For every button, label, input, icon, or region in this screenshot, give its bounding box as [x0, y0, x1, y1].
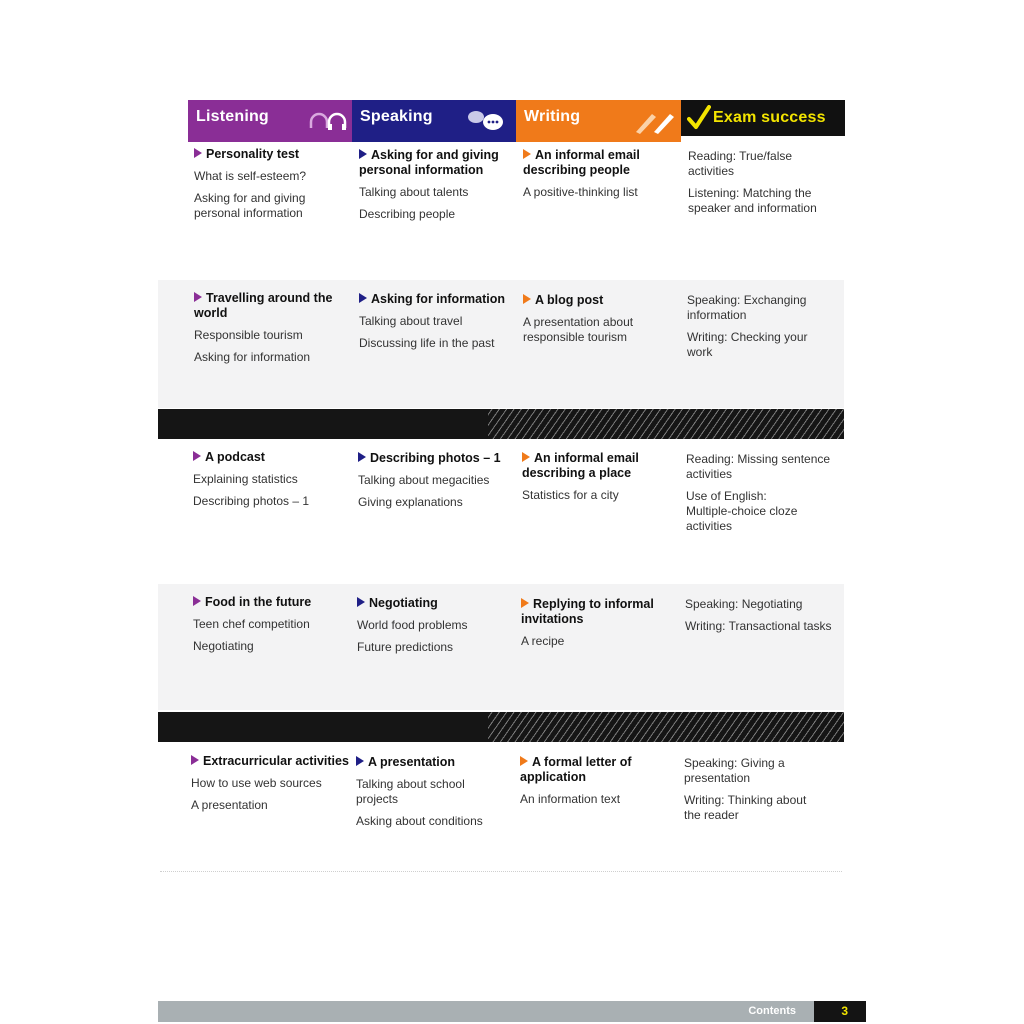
writing-header-label: Writing	[524, 108, 581, 125]
row1-speaking-line2: Describing people	[359, 207, 456, 221]
row1-exam	[688, 149, 836, 223]
row3-writing	[522, 451, 672, 510]
row2-listening-line2: Asking for information	[194, 350, 311, 364]
page-number: 3	[841, 1004, 848, 1018]
row4-speaking-line1: World food problems	[357, 618, 468, 632]
row4-writing-title: Replying to informal invitations	[521, 597, 654, 626]
row3-speaking-line2: Giving explanations	[358, 495, 463, 509]
row5-speaking	[356, 755, 496, 836]
row2-speaking	[359, 292, 519, 358]
row4-exam-line2: Writing: Transactional tasks	[685, 619, 832, 633]
arrow-icon	[193, 596, 201, 606]
row5-speaking-title: A presentation	[368, 755, 456, 769]
writing-header	[516, 100, 681, 142]
row4-speaking-line2: Future predictions	[357, 640, 454, 654]
row4-writing-line1: A recipe	[521, 634, 565, 648]
row1-speaking-line1: Talking about talents	[359, 185, 469, 199]
speaking-header	[352, 100, 516, 142]
row3-writing-line1: Statistics for a city	[522, 488, 619, 502]
row5-exam-line1: Speaking: Giving a presentation	[684, 756, 785, 785]
row2-speaking-title: Asking for information	[371, 292, 506, 306]
exam-success-header-label: Exam success	[713, 109, 826, 126]
row3-exam-line2: Use of English: Multiple-choice cloze activities	[686, 489, 798, 533]
arrow-icon	[359, 149, 367, 159]
row5-listening-line2: A presentation	[191, 798, 268, 812]
row2-exam-line2: Writing: Checking your work	[687, 330, 808, 359]
row4-writing	[521, 597, 671, 656]
arrow-icon	[359, 293, 367, 303]
row5-speaking-line1: Talking about school projects	[356, 777, 465, 806]
row5-writing-line1: An information text	[520, 792, 621, 806]
speech-bubbles-icon	[466, 110, 508, 132]
row2-writing-line1: A presentation about responsible tourism	[523, 315, 634, 344]
headphones-icon	[308, 110, 348, 132]
divider-hatch	[488, 712, 844, 742]
page-footer	[158, 1001, 866, 1022]
page-number-box	[814, 1001, 866, 1022]
row1-listening-line2: Asking for and giving personal information	[194, 191, 306, 220]
arrow-icon	[523, 149, 531, 159]
row4-listening-title: Food in the future	[205, 595, 312, 609]
row1-exam-line2: Listening: Matching the speaker and information	[688, 186, 817, 215]
arrow-icon	[523, 294, 531, 304]
row3-writing-title: An informal email describing a place	[522, 451, 639, 480]
row3-listening-line1: Explaining statistics	[193, 472, 298, 486]
row1-listening	[194, 147, 354, 228]
arrow-icon	[191, 755, 199, 765]
row1-listening-title: Personality test	[206, 147, 300, 161]
exam-success-header	[681, 100, 845, 136]
divider-hatch	[488, 409, 844, 439]
pencil-icon	[634, 110, 674, 134]
row1-writing-line1: A positive-thinking list	[523, 185, 638, 199]
bottom-dotted-rule	[160, 871, 842, 872]
row5-listening-line1: How to use web sources	[191, 776, 322, 790]
row1-speaking-title: Asking for and giving personal information	[359, 148, 499, 177]
row2-writing-title: A blog post	[535, 293, 604, 307]
row2-listening-title: Travelling around the world	[194, 291, 333, 320]
row4-exam	[685, 597, 840, 641]
row3-speaking-title: Describing photos – 1	[370, 451, 501, 465]
row2-writing	[523, 293, 668, 352]
row2-speaking-line1: Talking about travel	[359, 314, 463, 328]
row3-listening-line2: Describing photos – 1	[193, 494, 310, 508]
row4-exam-line1: Speaking: Negotiating	[685, 597, 803, 611]
arrow-icon	[521, 598, 529, 608]
row4-speaking	[357, 596, 517, 662]
arrow-icon	[194, 292, 202, 302]
row2-listening	[194, 291, 344, 372]
row1-speaking	[359, 148, 519, 229]
row5-listening	[191, 754, 353, 820]
row1-writing-title: An informal email describing people	[523, 148, 640, 177]
arrow-icon	[356, 756, 364, 766]
speaking-header-label: Speaking	[360, 108, 433, 125]
arrow-icon	[522, 452, 530, 462]
row2-exam-line1: Speaking: Exchanging information	[687, 293, 807, 322]
arrow-icon	[357, 597, 365, 607]
row5-listening-title: Extracurricular activities	[203, 754, 349, 768]
listening-header-label: Listening	[196, 108, 269, 125]
listening-header	[188, 100, 352, 142]
row2-exam	[687, 293, 827, 367]
row5-exam-line2: Writing: Thinking about the reader	[684, 793, 807, 822]
row2-speaking-line2: Discussing life in the past	[359, 336, 495, 350]
row5-exam	[684, 756, 824, 830]
row4-listening-line2: Negotiating	[193, 639, 254, 653]
arrow-icon	[358, 452, 366, 462]
row4-listening-line1: Teen chef competition	[193, 617, 310, 631]
checkmark-icon	[687, 105, 711, 131]
row5-writing-title: A formal letter of application	[520, 755, 632, 784]
row3-exam-line1: Reading: Missing sentence activities	[686, 452, 831, 481]
row3-listening	[193, 450, 353, 516]
footer-contents-label: Contents	[748, 1005, 796, 1017]
arrow-icon	[520, 756, 528, 766]
row3-listening-title: A podcast	[205, 450, 265, 464]
section-divider-band	[158, 712, 844, 742]
row3-speaking-line1: Talking about megacities	[358, 473, 490, 487]
arrow-icon	[193, 451, 201, 461]
section-divider-band	[158, 409, 844, 439]
row3-exam	[686, 452, 836, 541]
row4-speaking-title: Negotiating	[369, 596, 438, 610]
row5-writing	[520, 755, 670, 814]
row5-speaking-line2: Asking about conditions	[356, 814, 483, 828]
row1-listening-line1: What is self-esteem?	[194, 169, 307, 183]
row3-speaking	[358, 451, 518, 517]
row1-writing	[523, 148, 673, 207]
row2-listening-line1: Responsible tourism	[194, 328, 303, 342]
row1-exam-line1: Reading: True/false activities	[688, 149, 793, 178]
arrow-icon	[194, 148, 202, 158]
row4-listening	[193, 595, 353, 661]
